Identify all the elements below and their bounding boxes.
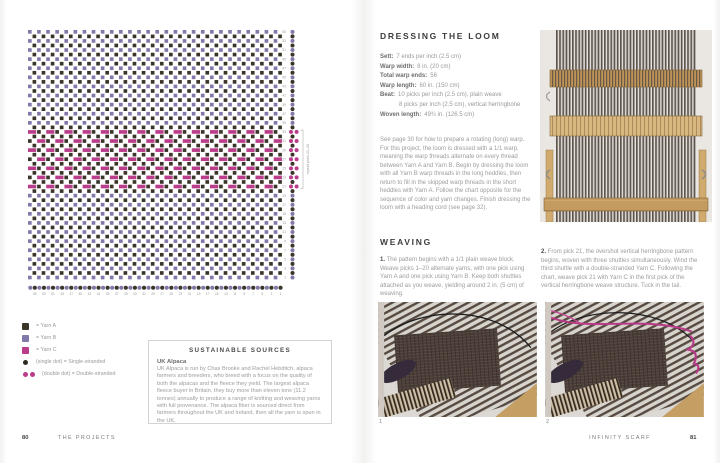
svg-text:43: 43 bbox=[282, 84, 286, 89]
sustainable-sources-heading: UK Alpaca bbox=[157, 359, 187, 365]
spec-warp-length: Warp length: 60 in. (150 cm) bbox=[380, 82, 460, 89]
photo-1-caption: 1 bbox=[379, 419, 383, 425]
spec-warp-width: Warp width: 8 in. (20 cm) bbox=[380, 63, 451, 70]
page-number-right: 81 bbox=[690, 435, 697, 441]
book-edge-left bbox=[0, 0, 7, 463]
photo-2-caption: 2 bbox=[546, 419, 550, 425]
svg-text:33: 33 bbox=[133, 291, 137, 296]
svg-text:47: 47 bbox=[282, 66, 286, 71]
svg-text:5: 5 bbox=[261, 291, 264, 296]
svg-text:29: 29 bbox=[282, 148, 286, 153]
svg-text:45: 45 bbox=[282, 75, 286, 80]
svg-text:31: 31 bbox=[142, 291, 146, 296]
svg-text:7: 7 bbox=[252, 291, 255, 296]
svg-text:7: 7 bbox=[284, 248, 286, 253]
draft-legend bbox=[22, 320, 152, 380]
svg-text:15: 15 bbox=[214, 291, 219, 296]
svg-text:25: 25 bbox=[169, 291, 174, 296]
svg-text:17: 17 bbox=[282, 202, 286, 207]
svg-text:11: 11 bbox=[233, 291, 237, 296]
single-dot-icon bbox=[23, 360, 28, 365]
svg-text:3: 3 bbox=[270, 291, 273, 296]
spec-beat-cont: 8 picks per inch (2.5 cm), vertical herringbone bbox=[399, 101, 521, 108]
spec-woven-length: Woven length: 49¾ in. (126.5 cm) bbox=[380, 111, 475, 118]
legend-item-single-dot bbox=[22, 356, 152, 368]
svg-text:27: 27 bbox=[282, 157, 286, 162]
legend-item-yarn-a bbox=[22, 320, 152, 332]
svg-text:45: 45 bbox=[78, 291, 83, 296]
yarn-b-swatch bbox=[22, 335, 29, 342]
svg-text:53: 53 bbox=[282, 39, 286, 44]
svg-text:5: 5 bbox=[284, 257, 286, 262]
svg-text:37: 37 bbox=[282, 111, 286, 116]
svg-text:1: 1 bbox=[279, 291, 282, 296]
sustainable-sources-body: UK Alpaca is run by Chas Brooke and Rachel Hebditch, alpaca farmers and breeders, who breed with a focus on the quality of both the alpacas and the fleece they yield. The largest alpaca fleece buyer in Britain, they buy more than eleven tons (11.2 tonnes) annually to produce a range of knitting and weaving yarns with full provenance. The alpaca fiber is sourced direct from farmers throughout the UK and Ireland, then all the yarn is spun in the UK. bbox=[157, 366, 321, 424]
svg-text:55: 55 bbox=[32, 291, 37, 296]
svg-text:13: 13 bbox=[282, 221, 286, 226]
double-dot-icon bbox=[23, 372, 28, 377]
svg-text:37: 37 bbox=[114, 291, 119, 296]
legend-label: = Yarn C bbox=[36, 347, 57, 353]
svg-text:repeat picks 21–26: repeat picks 21–26 bbox=[306, 144, 310, 175]
svg-text:11: 11 bbox=[282, 230, 286, 235]
svg-text:21: 21 bbox=[187, 291, 192, 296]
svg-text:35: 35 bbox=[123, 291, 128, 296]
svg-text:27: 27 bbox=[160, 291, 165, 296]
spec-beat: Beat: 10 picks per inch (2.5 cm), plain weave bbox=[380, 92, 502, 99]
legend-item-yarn-c bbox=[22, 344, 152, 356]
svg-text:55: 55 bbox=[282, 30, 286, 35]
legend-label: (single dot) = Single-stranded bbox=[36, 359, 106, 365]
dressing-intro-paragraph: See page 30 for how to prepare a rotating (long) warp. For this project, the loom is dressed with a 1/1 warp, meaning the warp threads alternate on every thread between Yarn A and Yarn B. Begin by dressing the loom with all Yarn B warp threads in the long heddles, then return to fill in the skipped warp threads in the short heddles with Yarn A. Follow the chart opposite for the sequence of color and yarn changes. Finish dressing the loom with a heading cord (see page 32). bbox=[380, 137, 531, 211]
page-number-left: 80 bbox=[22, 435, 29, 441]
svg-text:17: 17 bbox=[205, 291, 210, 296]
legend-label: (double dot) = Double-stranded bbox=[42, 371, 116, 377]
page-gutter bbox=[350, 0, 376, 463]
svg-text:29: 29 bbox=[151, 291, 155, 296]
weaving-draft-chart bbox=[26, 28, 346, 304]
legend-item-yarn-b bbox=[22, 332, 152, 344]
spec-total-warp-ends: Total warp ends: 56 bbox=[380, 73, 437, 80]
svg-text:9: 9 bbox=[284, 239, 286, 244]
dressing-the-loom-title: DRESSING THE LOOM bbox=[380, 31, 501, 41]
svg-text:31: 31 bbox=[282, 139, 286, 144]
svg-text:41: 41 bbox=[282, 93, 286, 98]
svg-text:49: 49 bbox=[282, 57, 286, 62]
svg-text:1: 1 bbox=[284, 275, 286, 280]
svg-text:19: 19 bbox=[196, 291, 201, 296]
svg-text:15: 15 bbox=[282, 212, 286, 217]
svg-text:39: 39 bbox=[282, 102, 286, 107]
photo-step-1 bbox=[378, 302, 537, 417]
legend-item-double-dot bbox=[22, 368, 152, 380]
weaving-title: WEAVING bbox=[380, 237, 432, 247]
project-specs bbox=[380, 53, 545, 120]
svg-text:49: 49 bbox=[60, 291, 64, 296]
svg-text:51: 51 bbox=[51, 291, 55, 296]
sustainable-sources-title: SUSTAINABLE SOURCES bbox=[189, 347, 291, 354]
svg-text:23: 23 bbox=[282, 175, 286, 180]
weaving-step-1: 1. The pattern begins with a 1/1 plain weave block. Weave picks 1–20 alternate yarns, with one pick using Yarn A and one pick using Yarn B. Keep both shuttles attached as you weave, yielding around 2 in. (5 cm) of weaving. bbox=[380, 257, 525, 297]
legend-label: = Yarn A bbox=[36, 323, 56, 329]
svg-text:51: 51 bbox=[282, 48, 286, 53]
svg-text:23: 23 bbox=[178, 291, 183, 296]
svg-text:39: 39 bbox=[105, 291, 110, 296]
sustainable-sources-box bbox=[148, 340, 332, 424]
svg-text:35: 35 bbox=[282, 121, 286, 126]
svg-text:25: 25 bbox=[282, 166, 286, 171]
svg-text:53: 53 bbox=[42, 291, 46, 296]
book-edge-right bbox=[713, 0, 720, 463]
svg-text:41: 41 bbox=[96, 291, 101, 296]
legend-label: = Yarn B bbox=[36, 335, 57, 341]
svg-text:9: 9 bbox=[243, 291, 246, 296]
photo-warped-loom bbox=[540, 30, 712, 222]
footer-section-left: THE PROJECTS bbox=[58, 435, 116, 441]
footer-section-right: INFINITY SCARF bbox=[589, 435, 651, 441]
yarn-a-swatch bbox=[22, 323, 29, 330]
svg-text:3: 3 bbox=[284, 266, 286, 271]
svg-text:13: 13 bbox=[224, 291, 228, 296]
svg-text:19: 19 bbox=[282, 193, 286, 198]
svg-text:47: 47 bbox=[69, 291, 74, 296]
yarn-c-swatch bbox=[22, 347, 29, 354]
weaving-step-2: 2. From pick 21, the overshot vertical herringbone pattern begins, woven with three shuttles simultaneously. Wind the third shuttle with a double-stranded Yarn C. Following the chart, weave pick 21 with Yarn C in the first pick of the vertical herringbone weave structure. Tuck in the tail. bbox=[541, 249, 698, 289]
photo-step-2 bbox=[545, 302, 704, 417]
svg-text:21: 21 bbox=[282, 184, 286, 189]
spec-sett: Sett: 7 ends per inch (2.5 cm) bbox=[380, 54, 462, 60]
svg-text:33: 33 bbox=[282, 130, 286, 135]
svg-text:43: 43 bbox=[87, 291, 92, 296]
